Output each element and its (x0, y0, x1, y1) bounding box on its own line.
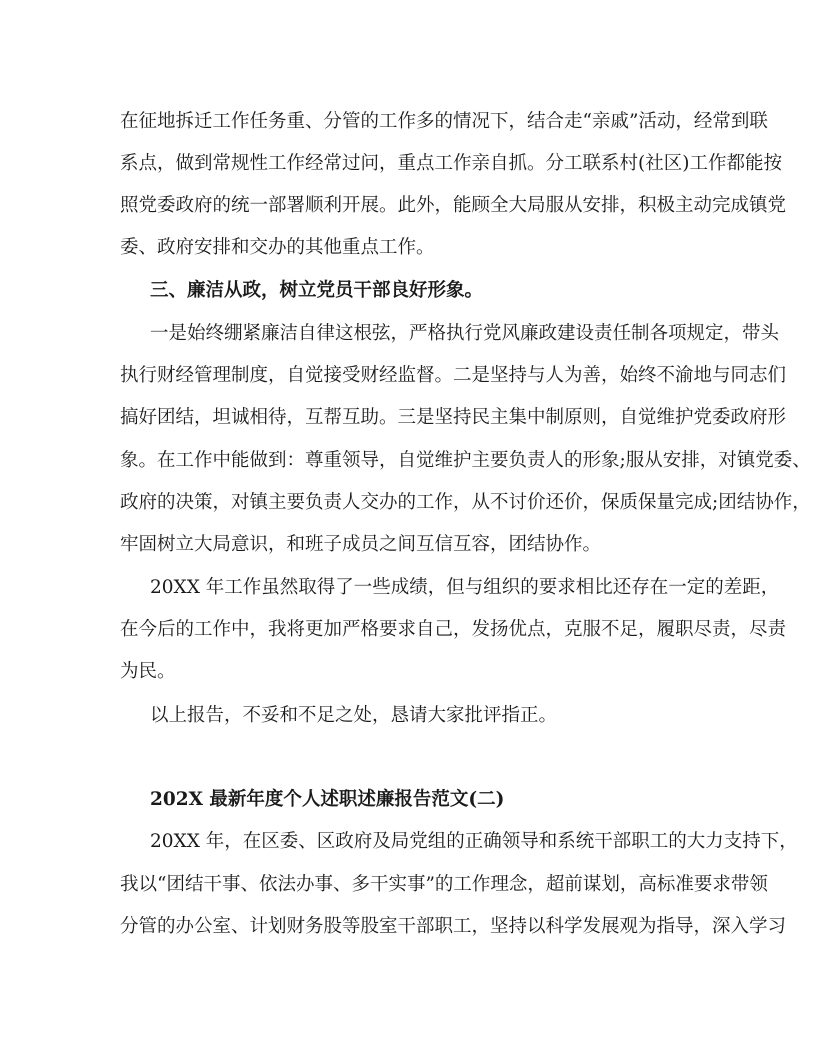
paragraph-line: 20XX 年，在区委、区政府及局党组的正确领导和系统干部职工的大力支持下， (150, 831, 798, 852)
section-heading: 三、廉洁从政，树立党员干部良好形象。 (150, 280, 484, 301)
paragraph-line: 照党委政府的统一部署顺利开展。此外，能顾全大局服从安排，积极主动完成镇党 (120, 195, 787, 216)
paragraph-line: 以上报告，不妥和不足之处，恳请大家批评指正。 (150, 705, 558, 726)
paragraph-line: 在征地拆迁工作任务重、分管的工作多的情况下，结合走“亲戚”活动，经常到联 (120, 111, 768, 132)
paragraph-line: 牢固树立大局意识，和班子成员之间互信互容，团结协作。 (120, 534, 602, 555)
paragraph-line: 我以“团结干事、依法办事、多干实事”的工作理念，超前谋划，高标准要求带领 (120, 874, 768, 895)
paragraph-line: 系点，做到常规性工作经常过问，重点工作亲自抓。分工联系村(社区)工作都能按 (120, 153, 782, 174)
paragraph-line: 20XX 年工作虽然取得了一些成绩，但与组织的要求相比还存在一定的差距， (150, 577, 780, 598)
paragraph-line: 在今后的工作中，我将更加严格要求自己，发扬优点，克服不足，履职尽责，尽责 (120, 619, 787, 640)
paragraph-line: 象。在工作中能做到：尊重领导，自觉维护主要负责人的形象;服从安排，对镇党委、 (120, 450, 811, 471)
paragraph-line: 为民。 (120, 661, 176, 682)
paragraph-line: 一是始终绷紧廉洁自律这根弦，严格执行党风廉政建设责任制各项规定，带头 (150, 323, 780, 344)
paragraph-line: 政府的决策，对镇主要负责人交办的工作，从不讨价还价，保质保量完成;团结协作， (120, 492, 811, 513)
section-heading: 202X 最新年度个人述职述廉报告范文(二) (150, 789, 505, 810)
paragraph-line: 分管的办公室、计划财务股等股室干部职工，坚持以科学发展观为指导，深入学习 (120, 916, 787, 937)
paragraph-line: 委、政府安排和交办的其他重点工作。 (120, 237, 435, 258)
paragraph-line: 搞好团结，坦诚相待，互帮互助。三是坚持民主集中制原则，自觉维护党委政府形 (120, 407, 787, 428)
paragraph-line: 执行财经管理制度，自觉接受财经监督。二是坚持与人为善，始终不渝地与同志们 (120, 365, 787, 386)
